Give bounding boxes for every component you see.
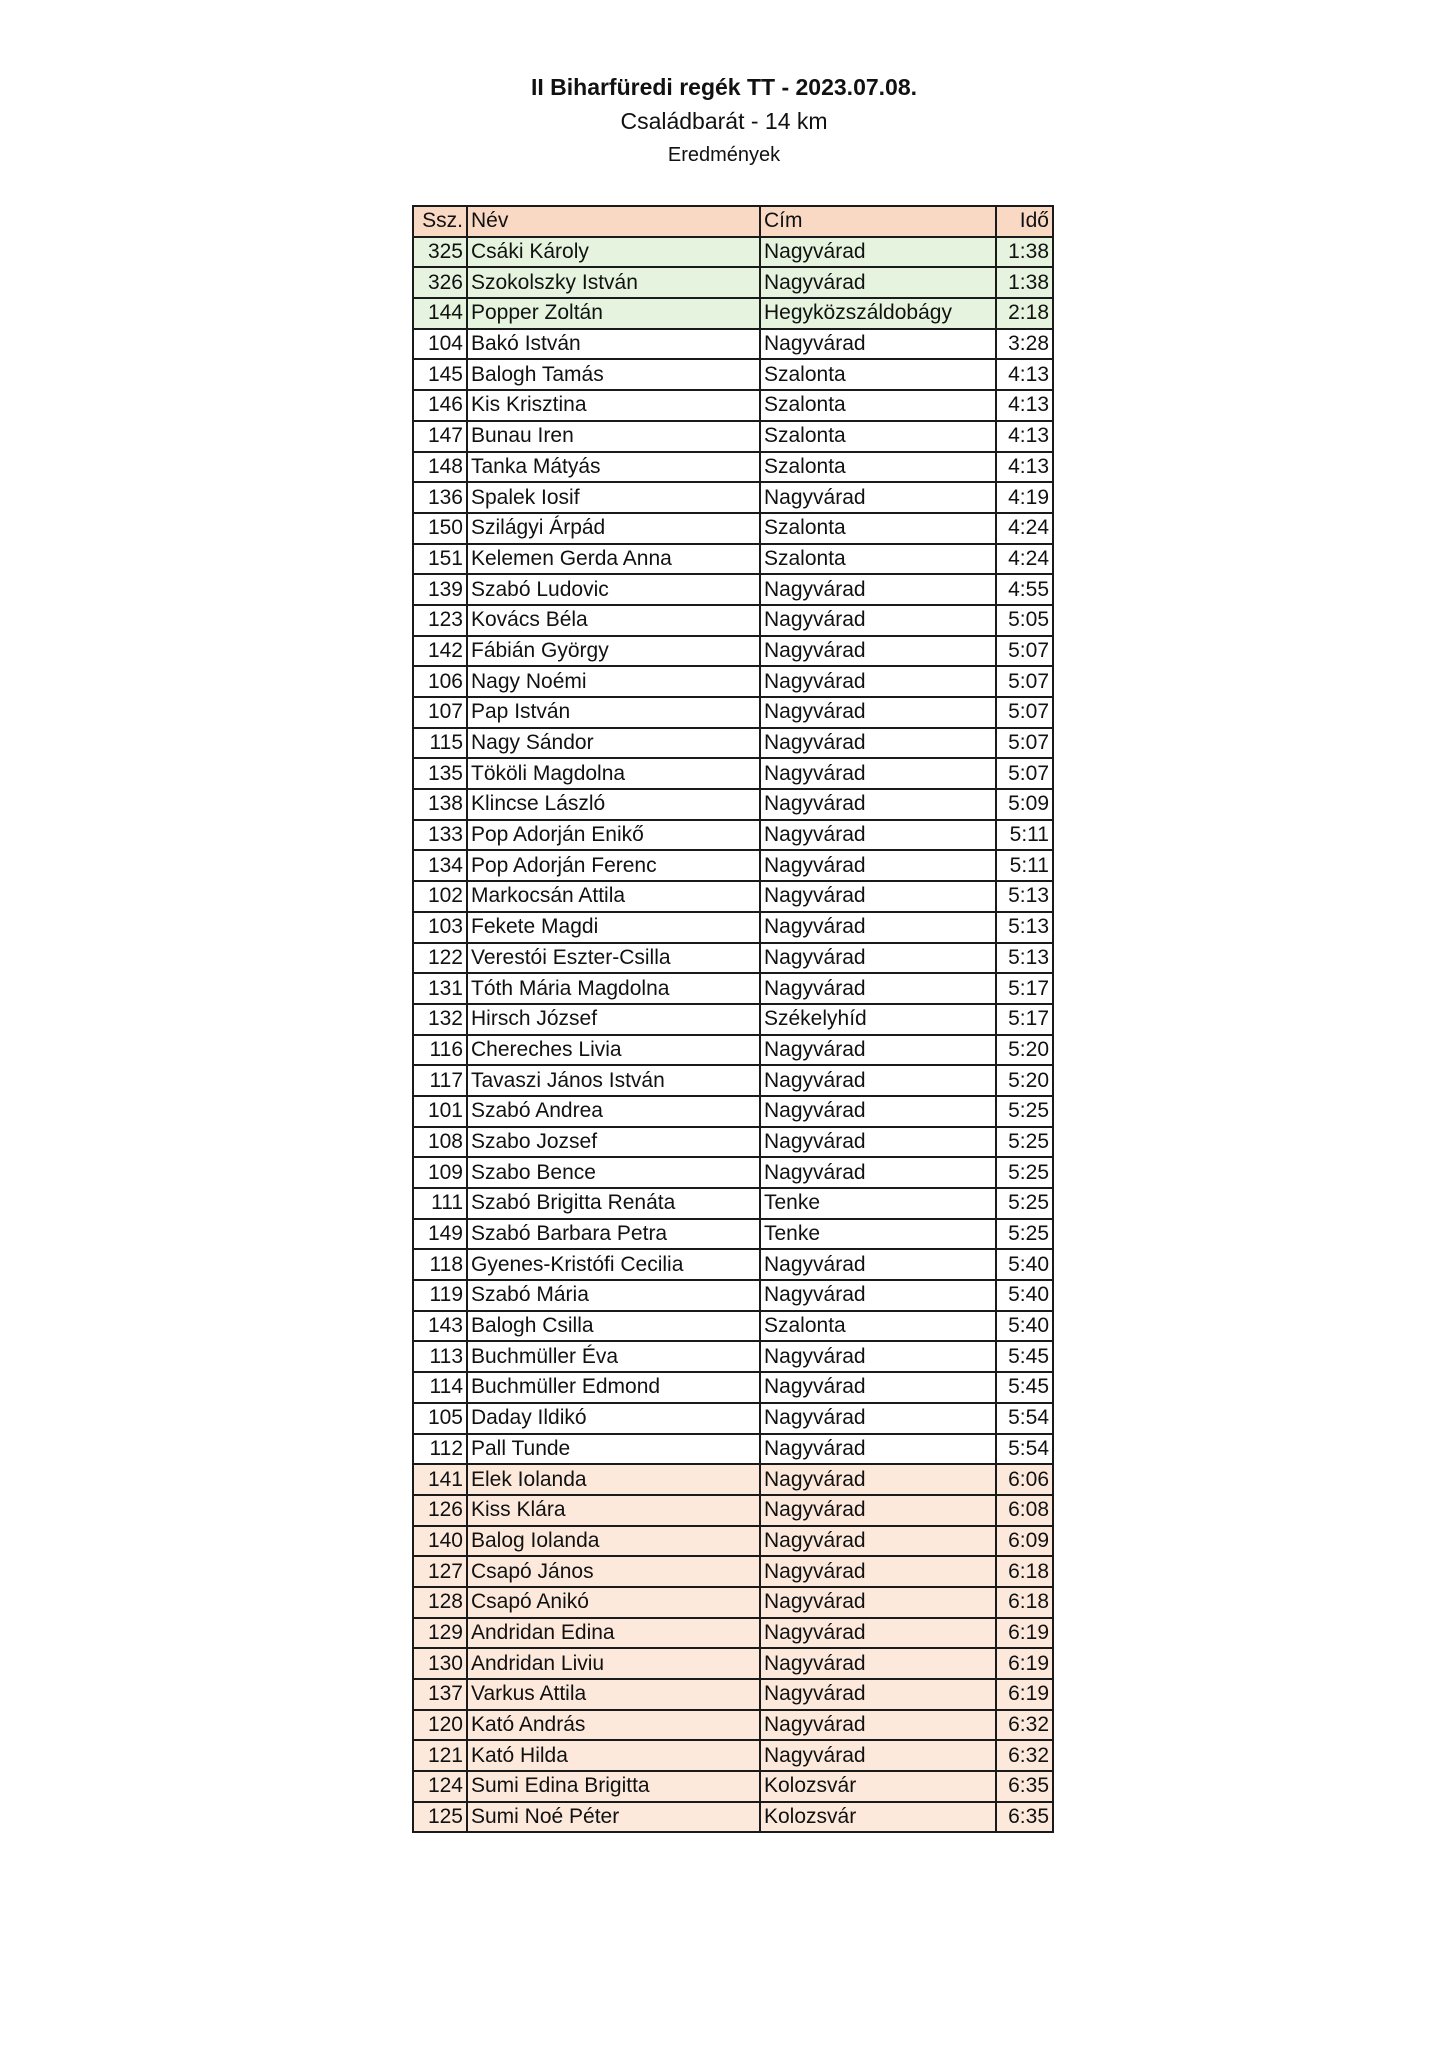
cell-cim: Nagyvárad	[760, 1679, 996, 1710]
cell-cim: Szalonta	[760, 421, 996, 452]
table-row	[413, 237, 1053, 268]
cell-ssz: 141	[413, 1464, 467, 1495]
table-row	[413, 544, 1053, 575]
document-header	[0, 70, 1448, 172]
cell-ssz: 107	[413, 697, 467, 728]
cell-ssz: 148	[413, 452, 467, 483]
cell-ido: 6:09	[996, 1526, 1053, 1557]
cell-ssz: 140	[413, 1526, 467, 1557]
cell-ssz: 139	[413, 574, 467, 605]
cell-cim: Nagyvárad	[760, 697, 996, 728]
cell-ido: 4:19	[996, 482, 1053, 513]
cell-nev: Kis Krisztina	[467, 390, 760, 421]
cell-ssz: 128	[413, 1587, 467, 1618]
cell-ido: 5:13	[996, 943, 1053, 974]
cell-ido: 4:13	[996, 390, 1053, 421]
table-row	[413, 1403, 1053, 1434]
cell-ssz: 136	[413, 482, 467, 513]
cell-ido: 1:38	[996, 237, 1053, 268]
cell-cim: Nagyvárad	[760, 820, 996, 851]
cell-ssz: 109	[413, 1157, 467, 1188]
cell-cim: Szalonta	[760, 544, 996, 575]
table-row	[413, 482, 1053, 513]
cell-ssz: 145	[413, 359, 467, 390]
cell-nev: Verestói Eszter-Csilla	[467, 943, 760, 974]
results-table	[412, 205, 1054, 1833]
cell-ido: 5:09	[996, 789, 1053, 820]
table-row	[413, 1096, 1053, 1127]
cell-ido: 5:13	[996, 912, 1053, 943]
cell-cim: Nagyvárad	[760, 943, 996, 974]
table-row	[413, 820, 1053, 851]
cell-cim: Székelyhíd	[760, 1004, 996, 1035]
cell-ssz: 118	[413, 1249, 467, 1280]
table-row	[413, 1679, 1053, 1710]
cell-ido: 5:40	[996, 1249, 1053, 1280]
cell-nev: Kató András	[467, 1710, 760, 1741]
cell-ssz: 132	[413, 1004, 467, 1035]
table-row	[413, 1157, 1053, 1188]
cell-nev: Szabó Barbara Petra	[467, 1219, 760, 1250]
cell-cim: Nagyvárad	[760, 482, 996, 513]
cell-nev: Buchmüller Edmond	[467, 1372, 760, 1403]
cell-nev: Balogh Tamás	[467, 359, 760, 390]
table-row	[413, 390, 1053, 421]
cell-ssz: 142	[413, 636, 467, 667]
cell-ido: 2:18	[996, 298, 1053, 329]
cell-ssz: 147	[413, 421, 467, 452]
results-table-body	[413, 237, 1053, 1833]
page-title: II Biharfüredi regék TT - 2023.07.08.	[530, 74, 918, 100]
cell-ssz: 149	[413, 1219, 467, 1250]
cell-cim: Szalonta	[760, 513, 996, 544]
table-row	[413, 605, 1053, 636]
cell-cim: Nagyvárad	[760, 1556, 996, 1587]
cell-cim: Nagyvárad	[760, 1710, 996, 1741]
table-row	[413, 267, 1053, 298]
cell-nev: Buchmüller Éva	[467, 1341, 760, 1372]
cell-nev: Varkus Attila	[467, 1679, 760, 1710]
cell-nev: Sumi Edina Brigitta	[467, 1771, 760, 1802]
cell-cim: Kolozsvár	[760, 1802, 996, 1833]
cell-nev: Pop Adorján Enikő	[467, 820, 760, 851]
table-row	[413, 1004, 1053, 1035]
table-row	[413, 1618, 1053, 1649]
cell-nev: Tanka Mátyás	[467, 452, 760, 483]
cell-ido: 5:45	[996, 1341, 1053, 1372]
table-row	[413, 1219, 1053, 1250]
cell-ido: 5:11	[996, 850, 1053, 881]
cell-nev: Szilágyi Árpád	[467, 513, 760, 544]
cell-ido: 1:38	[996, 267, 1053, 298]
results-table-head	[413, 206, 1053, 237]
cell-nev: Spalek Iosif	[467, 482, 760, 513]
cell-nev: Kató Hilda	[467, 1740, 760, 1771]
cell-ssz: 106	[413, 666, 467, 697]
cell-cim: Nagyvárad	[760, 1526, 996, 1557]
cell-ssz: 125	[413, 1802, 467, 1833]
cell-cim: Nagyvárad	[760, 1403, 996, 1434]
table-row	[413, 1648, 1053, 1679]
table-row	[413, 789, 1053, 820]
cell-ido: 4:13	[996, 452, 1053, 483]
cell-nev: Csapó Anikó	[467, 1587, 760, 1618]
table-row	[413, 359, 1053, 390]
cell-ido: 6:32	[996, 1710, 1053, 1741]
cell-cim: Nagyvárad	[760, 1740, 996, 1771]
cell-ssz: 138	[413, 789, 467, 820]
cell-cim: Szalonta	[760, 452, 996, 483]
cell-cim: Nagyvárad	[760, 267, 996, 298]
cell-ssz: 143	[413, 1311, 467, 1342]
cell-ssz: 130	[413, 1648, 467, 1679]
table-row	[413, 1556, 1053, 1587]
table-row	[413, 1587, 1053, 1618]
cell-ido: 5:07	[996, 758, 1053, 789]
cell-nev: Szabo Bence	[467, 1157, 760, 1188]
cell-ssz: 326	[413, 267, 467, 298]
cell-ido: 5:40	[996, 1311, 1053, 1342]
cell-nev: Nagy Noémi	[467, 666, 760, 697]
cell-cim: Nagyvárad	[760, 636, 996, 667]
cell-cim: Nagyvárad	[760, 1249, 996, 1280]
table-row	[413, 943, 1053, 974]
cell-ssz: 126	[413, 1495, 467, 1526]
cell-ssz: 119	[413, 1280, 467, 1311]
page-subtitle: Családbarát - 14 km	[620, 108, 828, 134]
cell-ido: 6:18	[996, 1587, 1053, 1618]
cell-cim: Nagyvárad	[760, 1096, 996, 1127]
table-row	[413, 758, 1053, 789]
cell-ssz: 134	[413, 850, 467, 881]
cell-ssz: 135	[413, 758, 467, 789]
cell-ido: 5:07	[996, 636, 1053, 667]
cell-nev: Csáki Károly	[467, 237, 760, 268]
cell-ido: 5:25	[996, 1096, 1053, 1127]
table-row	[413, 1188, 1053, 1219]
table-row	[413, 298, 1053, 329]
cell-nev: Szabó Ludovic	[467, 574, 760, 605]
table-row	[413, 1127, 1053, 1158]
table-row	[413, 636, 1053, 667]
cell-cim: Nagyvárad	[760, 574, 996, 605]
table-row	[413, 1249, 1053, 1280]
cell-ssz: 114	[413, 1372, 467, 1403]
cell-ssz: 112	[413, 1434, 467, 1465]
cell-ssz: 129	[413, 1618, 467, 1649]
cell-nev: Andridan Edina	[467, 1618, 760, 1649]
cell-nev: Fekete Magdi	[467, 912, 760, 943]
cell-ido: 4:24	[996, 513, 1053, 544]
cell-ido: 5:25	[996, 1127, 1053, 1158]
cell-cim: Nagyvárad	[760, 1648, 996, 1679]
cell-ssz: 150	[413, 513, 467, 544]
table-row	[413, 973, 1053, 1004]
cell-cim: Nagyvárad	[760, 1372, 996, 1403]
table-row	[413, 574, 1053, 605]
cell-cim: Nagyvárad	[760, 1464, 996, 1495]
cell-nev: Andridan Liviu	[467, 1648, 760, 1679]
cell-ido: 5:11	[996, 820, 1053, 851]
cell-cim: Nagyvárad	[760, 1157, 996, 1188]
table-row	[413, 1065, 1053, 1096]
cell-ido: 5:54	[996, 1434, 1053, 1465]
table-row	[413, 728, 1053, 759]
table-row	[413, 912, 1053, 943]
table-row	[413, 1740, 1053, 1771]
cell-ssz: 133	[413, 820, 467, 851]
cell-ssz: 131	[413, 973, 467, 1004]
cell-ido: 6:35	[996, 1771, 1053, 1802]
cell-cim: Nagyvárad	[760, 1280, 996, 1311]
cell-nev: Tóth Mária Magdolna	[467, 973, 760, 1004]
cell-ido: 6:06	[996, 1464, 1053, 1495]
table-row	[413, 850, 1053, 881]
cell-nev: Szabó Brigitta Renáta	[467, 1188, 760, 1219]
cell-cim: Nagyvárad	[760, 237, 996, 268]
cell-nev: Pop Adorján Ferenc	[467, 850, 760, 881]
cell-nev: Popper Zoltán	[467, 298, 760, 329]
cell-nev: Kovács Béla	[467, 605, 760, 636]
cell-ssz: 137	[413, 1679, 467, 1710]
cell-ido: 5:45	[996, 1372, 1053, 1403]
cell-ido: 6:32	[996, 1740, 1053, 1771]
table-row	[413, 697, 1053, 728]
cell-ido: 4:13	[996, 359, 1053, 390]
cell-cim: Nagyvárad	[760, 1065, 996, 1096]
cell-nev: Tököli Magdolna	[467, 758, 760, 789]
cell-ssz: 115	[413, 728, 467, 759]
cell-nev: Balog Iolanda	[467, 1526, 760, 1557]
cell-cim: Szalonta	[760, 359, 996, 390]
cell-nev: Fábián György	[467, 636, 760, 667]
cell-cim: Kolozsvár	[760, 1771, 996, 1802]
cell-ssz: 123	[413, 605, 467, 636]
section-title: Eredmények	[667, 144, 781, 166]
table-row	[413, 1771, 1053, 1802]
cell-ido: 5:54	[996, 1403, 1053, 1434]
cell-ssz: 325	[413, 237, 467, 268]
table-row	[413, 452, 1053, 483]
cell-ido: 5:13	[996, 881, 1053, 912]
cell-cim: Nagyvárad	[760, 666, 996, 697]
table-row	[413, 1341, 1053, 1372]
cell-ssz: 146	[413, 390, 467, 421]
cell-ido: 6:19	[996, 1648, 1053, 1679]
header-row	[413, 206, 1053, 237]
cell-cim: Nagyvárad	[760, 758, 996, 789]
cell-ssz: 121	[413, 1740, 467, 1771]
cell-nev: Szokolszky István	[467, 267, 760, 298]
cell-nev: Kiss Klára	[467, 1495, 760, 1526]
cell-ido: 6:19	[996, 1618, 1053, 1649]
table-row	[413, 666, 1053, 697]
cell-ido: 4:24	[996, 544, 1053, 575]
cell-cim: Tenke	[760, 1188, 996, 1219]
table-row	[413, 1464, 1053, 1495]
cell-nev: Pap István	[467, 697, 760, 728]
cell-cim: Nagyvárad	[760, 605, 996, 636]
column-header-ido: Idő	[996, 206, 1053, 237]
cell-ido: 6:35	[996, 1802, 1053, 1833]
cell-nev: Sumi Noé Péter	[467, 1802, 760, 1833]
column-header-cim: Cím	[760, 206, 996, 237]
cell-nev: Chereches Livia	[467, 1035, 760, 1066]
cell-cim: Hegyközszáldobágy	[760, 298, 996, 329]
cell-cim: Nagyvárad	[760, 1035, 996, 1066]
cell-cim: Tenke	[760, 1219, 996, 1250]
cell-ssz: 103	[413, 912, 467, 943]
cell-nev: Tavaszi János István	[467, 1065, 760, 1096]
cell-ssz: 127	[413, 1556, 467, 1587]
table-row	[413, 1434, 1053, 1465]
table-row	[413, 1802, 1053, 1833]
cell-ssz: 151	[413, 544, 467, 575]
cell-ssz: 102	[413, 881, 467, 912]
column-header-nev: Név	[467, 206, 760, 237]
cell-ido: 6:18	[996, 1556, 1053, 1587]
cell-ssz: 108	[413, 1127, 467, 1158]
cell-ssz: 122	[413, 943, 467, 974]
cell-ssz: 120	[413, 1710, 467, 1741]
cell-ido: 5:25	[996, 1157, 1053, 1188]
cell-cim: Nagyvárad	[760, 973, 996, 1004]
table-row	[413, 329, 1053, 360]
cell-cim: Nagyvárad	[760, 1495, 996, 1526]
cell-ido: 5:17	[996, 1004, 1053, 1035]
cell-ido: 6:19	[996, 1679, 1053, 1710]
cell-nev: Hirsch József	[467, 1004, 760, 1035]
cell-cim: Nagyvárad	[760, 789, 996, 820]
cell-ssz: 104	[413, 329, 467, 360]
cell-ssz: 116	[413, 1035, 467, 1066]
cell-cim: Nagyvárad	[760, 1587, 996, 1618]
cell-nev: Szabo Jozsef	[467, 1127, 760, 1158]
table-row	[413, 1372, 1053, 1403]
cell-nev: Nagy Sándor	[467, 728, 760, 759]
cell-ssz: 111	[413, 1188, 467, 1219]
cell-cim: Nagyvárad	[760, 881, 996, 912]
cell-cim: Nagyvárad	[760, 1341, 996, 1372]
cell-ssz: 101	[413, 1096, 467, 1127]
cell-ido: 5:07	[996, 697, 1053, 728]
cell-ssz: 117	[413, 1065, 467, 1096]
cell-nev: Pall Tunde	[467, 1434, 760, 1465]
cell-ido: 5:40	[996, 1280, 1053, 1311]
table-row	[413, 421, 1053, 452]
table-row	[413, 881, 1053, 912]
table-row	[413, 1035, 1053, 1066]
cell-ido: 6:08	[996, 1495, 1053, 1526]
cell-nev: Elek Iolanda	[467, 1464, 760, 1495]
table-row	[413, 1311, 1053, 1342]
cell-nev: Bakó István	[467, 329, 760, 360]
cell-cim: Nagyvárad	[760, 850, 996, 881]
cell-ido: 3:28	[996, 329, 1053, 360]
cell-ido: 5:20	[996, 1065, 1053, 1096]
cell-nev: Bunau Iren	[467, 421, 760, 452]
cell-cim: Nagyvárad	[760, 1434, 996, 1465]
cell-ido: 5:05	[996, 605, 1053, 636]
cell-ssz: 144	[413, 298, 467, 329]
cell-nev: Markocsán Attila	[467, 881, 760, 912]
cell-cim: Nagyvárad	[760, 1618, 996, 1649]
cell-ido: 4:55	[996, 574, 1053, 605]
cell-ssz: 124	[413, 1771, 467, 1802]
cell-ido: 5:25	[996, 1219, 1053, 1250]
cell-cim: Szalonta	[760, 1311, 996, 1342]
cell-nev: Daday Ildikó	[467, 1403, 760, 1434]
table-row	[413, 1280, 1053, 1311]
column-header-ssz: Ssz.	[413, 206, 467, 237]
cell-ssz: 105	[413, 1403, 467, 1434]
cell-ido: 4:13	[996, 421, 1053, 452]
cell-nev: Gyenes-Kristófi Cecilia	[467, 1249, 760, 1280]
cell-cim: Nagyvárad	[760, 912, 996, 943]
cell-nev: Szabó Mária	[467, 1280, 760, 1311]
cell-ido: 5:17	[996, 973, 1053, 1004]
cell-cim: Nagyvárad	[760, 329, 996, 360]
cell-ssz: 113	[413, 1341, 467, 1372]
table-row	[413, 513, 1053, 544]
cell-ido: 5:25	[996, 1188, 1053, 1219]
table-row	[413, 1495, 1053, 1526]
table-row	[413, 1526, 1053, 1557]
cell-ido: 5:07	[996, 728, 1053, 759]
cell-nev: Klincse László	[467, 789, 760, 820]
cell-nev: Szabó Andrea	[467, 1096, 760, 1127]
cell-ido: 5:20	[996, 1035, 1053, 1066]
cell-cim: Szalonta	[760, 390, 996, 421]
cell-cim: Nagyvárad	[760, 1127, 996, 1158]
cell-ido: 5:07	[996, 666, 1053, 697]
cell-cim: Nagyvárad	[760, 728, 996, 759]
table-row	[413, 1710, 1053, 1741]
cell-nev: Kelemen Gerda Anna	[467, 544, 760, 575]
cell-nev: Balogh Csilla	[467, 1311, 760, 1342]
cell-nev: Csapó János	[467, 1556, 760, 1587]
